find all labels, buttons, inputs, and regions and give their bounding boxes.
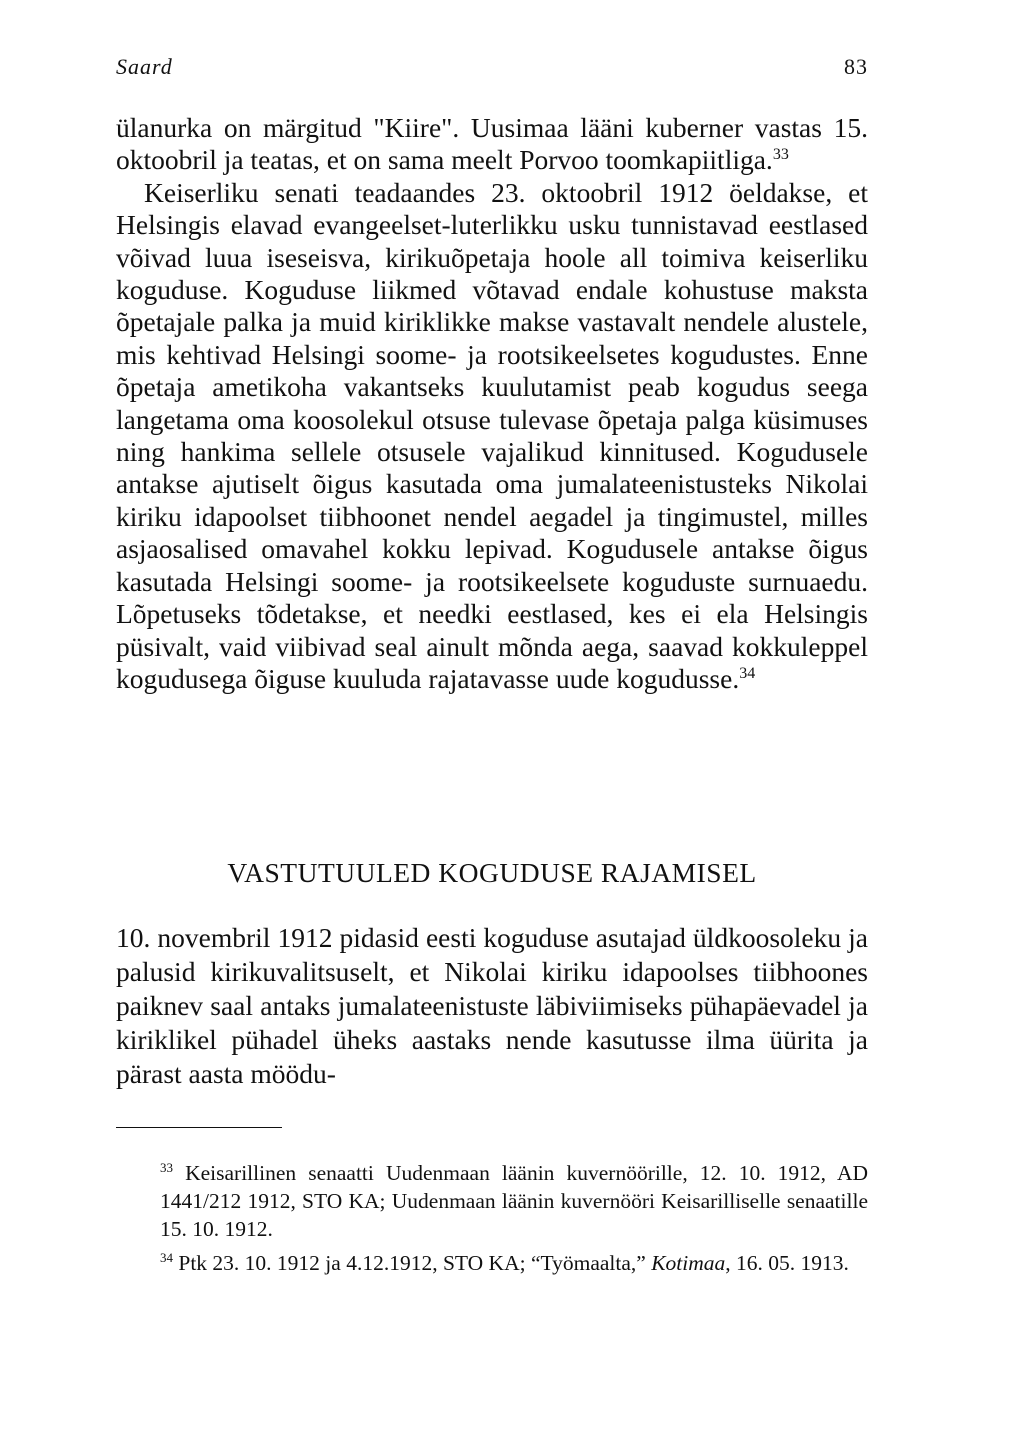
footnote-34 [160,1249,868,1277]
page-number: 83 [844,54,868,79]
paragraph-1-text: ülanurka on märgitud "Kiire". Uusimaa lääni kuberner vastas 15. oktoobril ja teatas, et on sama meelt Porvoo toomkapiitliga. [116,112,868,176]
paragraph-3: 10. novembril 1912 pidasid eesti koguduse asutajad üldkoosoleku ja palusid kirikuvalitsuselt, et Nikolai kiriku idapoolses tiibhoones paiknev saal antaks jumalateenistuste läbiviimiseks pühapäevadel ja kiriklikel pühadel üheks aastaks nende kasutusse ilma üürita ja pärast aasta möödu- [116,922,868,1089]
footnotes [160,1159,868,1283]
running-head-author: Saard [116,54,173,79]
footnote-34-journal-title: Kotimaa [651,1251,726,1275]
section-text [116,921,868,1091]
paragraph-2-text: Keiserliku senati teadaandes 23. oktoobril 1912 öeldakse, et Helsingis elavad evangeelset-luterlikku usku tunnistavad eestlased võivad luua iseseisva, kirikuõpetaja hoole all toimiva keiserliku koguduse. Koguduse liikmed võtavad endale kohustuse maksta õpetajale palka ja muid kiriklikke makse vastavalt nendele alustele, mis kehtivad Helsingi soome- ja rootsikeelsetes kogudustes. Enne õpetaja ametikoha vakantseks kuulutamist peab kogudus seega langetama oma koosolekul otsuse tulevase õpetaja palga küsimuses ning hankima sellele otsusele vajalikud kinnitused. Kogudusele antakse ajutiselt õigus kasutada oma jumalateenistusteks Nikolai kiriku idapoolset tiibhoonet nendel aegadel ja tingimustel, milles asjaosalised omavahel kokku lepivad. Kogudusele antakse õigus kasutada Helsingi soome- ja rootsikeelsete koguduste surnuaedu. Lõpetuseks tõdetakse, et needki eestlased, kes ei ela Helsingis püsivalt, vaid viibivad seal ainult mõnda aega, saavad kokkuleppel kogudusega õiguse kuuluda rajatavasse uude kogudusse. [116,176,868,694]
footnote-33 [160,1159,868,1243]
paragraph-2 [116,177,868,696]
footnote-divider [116,1127,282,1128]
footnote-33-marker: 33 [160,1159,173,1175]
footnote-34-marker: 34 [160,1249,173,1265]
footnote-34-text-before: Ptk 23. 10. 1912 ja 4.12.1912, STO KA; “Työmaalta,” [178,1251,646,1275]
footnote-33-text: Keisarillinen senaatti Uudenmaan läänin kuvernöörille, 12. 10. 1912, AD 1441/212 1912, STO KA; Uudenmaan läänin kuvernööri Keisarilliselle senaatille 15. 10. 1912. [160,1161,868,1241]
footnote-ref-34: 34 [739,664,756,682]
main-text [116,112,868,695]
running-head [116,54,868,84]
section-heading: VASTUTUULED KOGUDUSE RAJAMISEL [227,857,757,888]
footnote-34-text-after: , 16. 05. 1913. [725,1251,849,1275]
paragraph-1 [116,112,868,177]
footnote-ref-33: 33 [772,146,789,164]
